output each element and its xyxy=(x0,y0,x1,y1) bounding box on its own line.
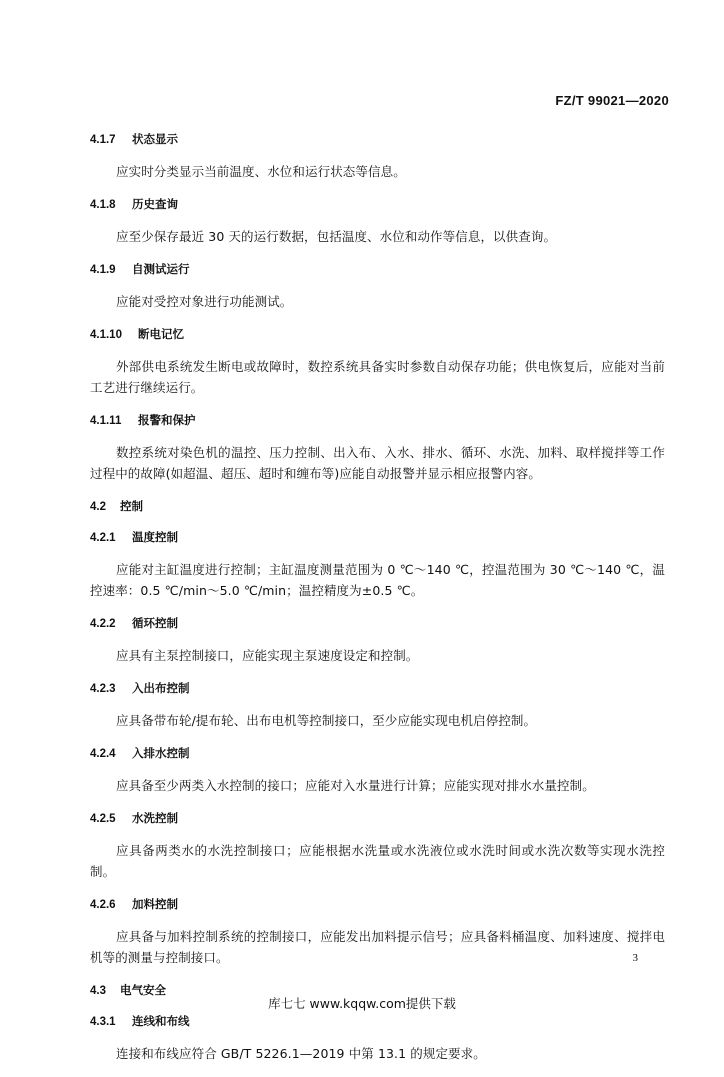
section-heading xyxy=(90,411,665,430)
page-number: 3 xyxy=(632,952,638,964)
section-text: 应能对主缸温度进行控制；主缸温度测量范围为 0 ℃～140 ℃，控温范围为 30 ℃～140 ℃，温控速率：0.5 ℃/min～5.0 ℃/min；温控精度为±0.5 ℃。 xyxy=(90,562,665,598)
section-heading xyxy=(90,528,665,547)
section-text: 外部供电系统发生断电或故障时，数控系统具备实时参数自动保存功能；供电恢复后，应能对当前工艺进行继续运行。 xyxy=(90,359,665,395)
section-number: 4.2.2 xyxy=(90,618,116,630)
section-number: 4.1.8 xyxy=(90,199,116,211)
section-title: 电气安全 xyxy=(120,983,166,997)
section-number: 4.1.10 xyxy=(90,329,122,341)
section-title: 自测试运行 xyxy=(132,262,190,276)
section-text: 应具备两类水的水洗控制接口；应能根据水洗量或水洗液位或水洗时间或水洗次数等实现水洗控制。 xyxy=(90,843,665,879)
document-body xyxy=(90,130,665,1077)
section-text: 应具备与加料控制系统的控制接口，应能发出加料提示信号；应具备料桶温度、加料速度、搅拌电机等的测量与控制接口。 xyxy=(90,929,665,965)
section-number: 4.1.9 xyxy=(90,264,116,276)
section-number: 4.1.7 xyxy=(90,134,116,146)
section-heading xyxy=(90,614,665,633)
section-title: 历史查询 xyxy=(132,197,178,211)
section-text: 应具有主泵控制接口，应能实现主泵速度设定和控制。 xyxy=(116,648,419,663)
section-text: 应实时分类显示当前温度、水位和运行状态等信息。 xyxy=(116,164,406,179)
section-title: 加料控制 xyxy=(132,897,178,911)
section-title: 入排水控制 xyxy=(132,746,190,760)
section-heading xyxy=(90,744,665,763)
section-number: 4.2.4 xyxy=(90,748,116,760)
section-text: 应具备至少两类入水控制的接口；应能对入水量进行计算；应能实现对排水水量控制。 xyxy=(116,778,595,793)
section-title: 连线和布线 xyxy=(132,1014,190,1028)
section-heading xyxy=(90,260,665,279)
section-heading xyxy=(90,1012,665,1031)
standard-code: FZ/T 99021—2020 xyxy=(555,93,669,108)
section-text: 应能对受控对象进行功能测试。 xyxy=(116,294,293,309)
section-title: 断电记忆 xyxy=(138,327,184,341)
section-heading xyxy=(90,195,665,214)
section-heading xyxy=(90,325,665,344)
section-heading xyxy=(90,497,665,516)
section-title: 状态显示 xyxy=(132,132,178,146)
section-heading xyxy=(90,679,665,698)
section-heading xyxy=(90,130,665,149)
section-title: 水洗控制 xyxy=(132,811,178,825)
section-number: 4.3 xyxy=(90,985,106,997)
section-title: 入出布控制 xyxy=(132,681,190,695)
section-title: 控制 xyxy=(120,499,143,513)
section-title: 报警和保护 xyxy=(138,413,196,427)
section-number: 4.2.6 xyxy=(90,899,116,911)
section-number: 4.1.11 xyxy=(90,415,122,427)
section-number: 4.2 xyxy=(90,501,106,513)
section-number: 4.2.5 xyxy=(90,813,116,825)
section-title: 温度控制 xyxy=(132,530,178,544)
section-text: 数控系统对染色机的温控、压力控制、出入布、入水、排水、循环、水洗、加料、取样搅拌等工作过程中的故障(如超温、超压、超时和缠布等)应能自动报警并显示相应报警内容。 xyxy=(90,445,665,481)
section-text: 应具备带布轮/提布轮、出布电机等控制接口，至少应能实现电机启停控制。 xyxy=(116,713,537,728)
section-text: 连接和布线应符合 GB/T 5226.1—2019 中第 13.1 的规定要求。 xyxy=(116,1046,486,1061)
section-heading xyxy=(90,809,665,828)
download-watermark: 库七七 www.kqqw.com提供下载 xyxy=(268,996,456,1011)
section-number: 4.2.3 xyxy=(90,683,116,695)
section-number: 4.3.1 xyxy=(90,1016,116,1028)
section-number: 4.2.1 xyxy=(90,532,116,544)
section-title: 循环控制 xyxy=(132,616,178,630)
section-heading xyxy=(90,895,665,914)
section-text: 应至少保存最近 30 天的运行数据，包括温度、水位和动作等信息，以供查询。 xyxy=(116,229,557,244)
